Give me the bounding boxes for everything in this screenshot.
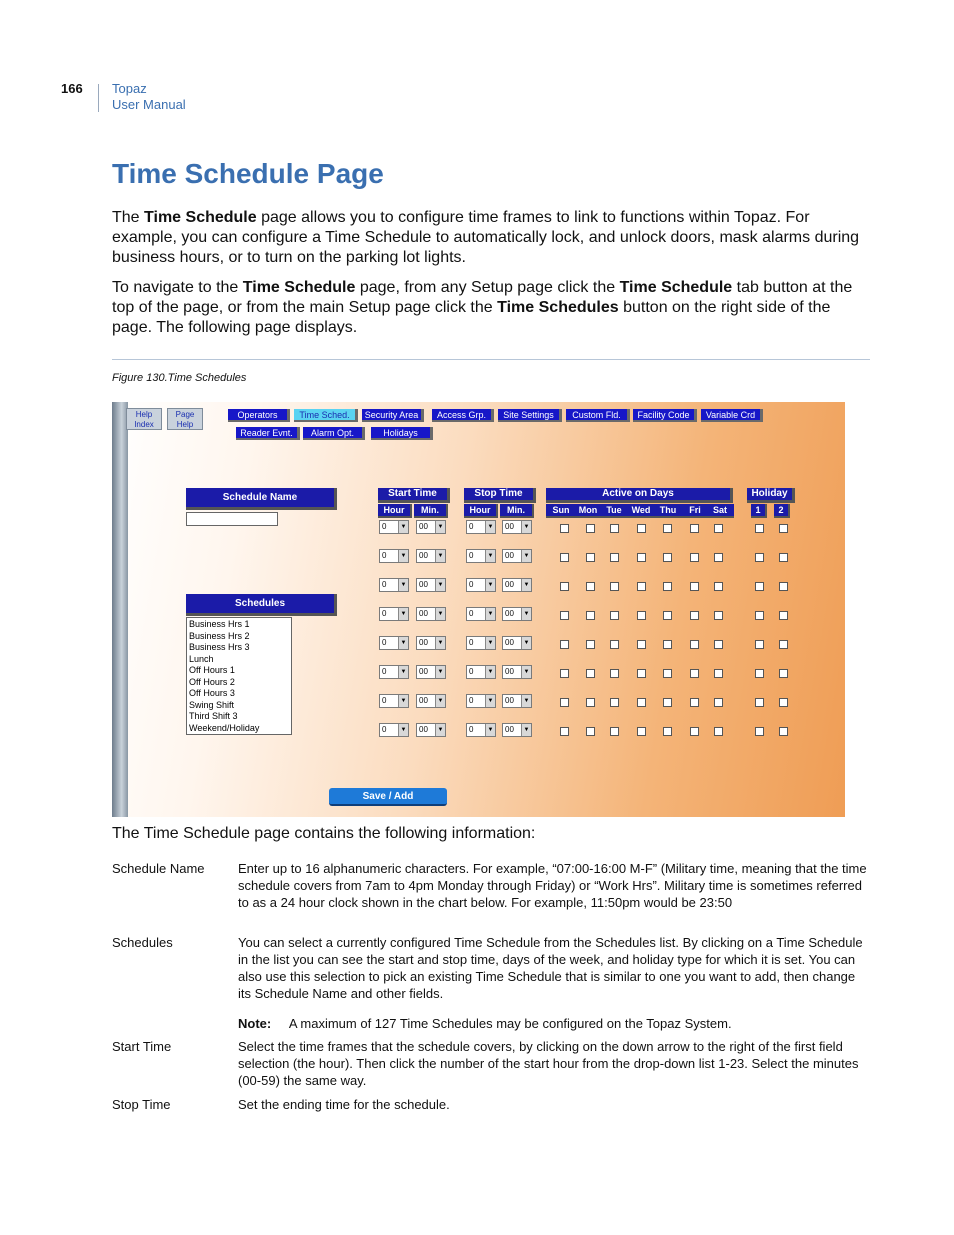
stop-hour-select[interactable]: 0 ▼ — [466, 520, 496, 534]
save-add-button[interactable]: Save / Add — [329, 788, 447, 806]
list-item[interactable]: Business Hrs 3 — [189, 642, 250, 652]
start-min-select[interactable]: 00 ▼ — [416, 607, 446, 621]
chevron-down-icon[interactable]: ▼ — [398, 608, 408, 620]
header-divider — [98, 84, 99, 112]
list-item[interactable]: Weekend/Holiday — [189, 722, 260, 733]
chevron-down-icon[interactable]: ▼ — [398, 579, 408, 591]
list-item[interactable]: Business Hrs 1 — [189, 619, 250, 629]
chevron-down-icon[interactable]: ▼ — [398, 724, 408, 736]
chevron-down-icon[interactable]: ▼ — [398, 521, 408, 533]
day-checkbox-fri[interactable] — [690, 669, 699, 678]
page-title: Time Schedule Page — [112, 158, 384, 189]
day-checkbox-fri[interactable] — [690, 727, 699, 736]
holiday-checkbox-2[interactable] — [779, 669, 788, 678]
product-name: Topaz — [112, 81, 147, 96]
stop-min-select[interactable]: 00 ▼ — [502, 636, 532, 650]
stop-min-select[interactable]: 00 ▼ — [502, 665, 532, 679]
day-checkbox-sat[interactable] — [714, 582, 723, 591]
tab-reader-evnt-[interactable]: Reader Evnt. — [236, 427, 300, 440]
day-checkbox-thu[interactable] — [663, 640, 672, 649]
stop-hour-select[interactable]: 0 ▼ — [466, 665, 496, 679]
holiday-checkbox-1[interactable] — [755, 553, 764, 562]
start-hour-select[interactable]: 0 ▼ — [379, 723, 409, 737]
stop-time-header: Stop Time — [464, 488, 536, 503]
day-checkbox-tue[interactable] — [610, 582, 619, 591]
page-number: 166 — [61, 81, 83, 96]
start-hour-select[interactable]: 0 ▼ — [379, 520, 409, 534]
holiday-checkbox-1[interactable] — [755, 611, 764, 620]
day-checkbox-sun[interactable] — [560, 611, 569, 620]
day-header-sat: Sat — [706, 504, 734, 518]
day-checkbox-sun[interactable] — [560, 669, 569, 678]
day-checkbox-mon[interactable] — [586, 727, 595, 736]
day-checkbox-mon[interactable] — [586, 524, 595, 533]
day-checkbox-tue[interactable] — [610, 640, 619, 649]
day-checkbox-thu[interactable] — [663, 698, 672, 707]
day-checkbox-wed[interactable] — [637, 611, 646, 620]
day-checkbox-sat[interactable] — [714, 727, 723, 736]
chevron-down-icon[interactable]: ▼ — [435, 608, 445, 620]
chevron-down-icon[interactable]: ▼ — [485, 608, 495, 620]
intro-paragraph-1: The Time Schedule page allows you to configure time frames to link to functions within Topaz. For example, you can configure a Time Schedule to automatically lock, and unlock doors, mask alarms during business hours, or to turn on the parking lot lights. — [112, 209, 860, 266]
day-checkbox-sat[interactable] — [714, 553, 723, 562]
stop-min-select[interactable]: 00 ▼ — [502, 607, 532, 621]
start-min-select[interactable]: 00 ▼ — [416, 665, 446, 679]
active-days-header: Active on Days — [546, 488, 733, 503]
holiday-checkbox-2[interactable] — [779, 727, 788, 736]
tab-alarm-opt-[interactable]: Alarm Opt. — [303, 427, 365, 440]
day-checkbox-fri[interactable] — [690, 553, 699, 562]
list-item[interactable]: Business Hrs 2 — [189, 630, 250, 641]
start-hour-select[interactable]: 0 ▼ — [379, 694, 409, 708]
start-min-header: Min. — [414, 504, 448, 518]
day-checkbox-thu[interactable] — [663, 727, 672, 736]
schedule-name-header: Schedule Name — [186, 488, 337, 510]
chevron-down-icon[interactable]: ▼ — [435, 695, 445, 707]
tab-holidays[interactable]: Holidays — [371, 427, 433, 440]
day-checkbox-thu[interactable] — [663, 524, 672, 533]
holiday-checkbox-1[interactable] — [755, 524, 764, 533]
day-checkbox-wed[interactable] — [637, 524, 646, 533]
day-checkbox-tue[interactable] — [610, 611, 619, 620]
chevron-down-icon[interactable]: ▼ — [435, 724, 445, 736]
holiday-checkbox-1[interactable] — [755, 582, 764, 591]
list-item[interactable]: Off Hours 1 — [189, 665, 235, 675]
start-hour-select[interactable]: 0 ▼ — [379, 578, 409, 592]
help-index-button[interactable]: Help Index — [126, 408, 162, 430]
day-checkbox-mon[interactable] — [586, 553, 595, 562]
day-checkbox-thu[interactable] — [663, 669, 672, 678]
chevron-down-icon[interactable]: ▼ — [435, 521, 445, 533]
list-item[interactable]: Swing Shift — [189, 699, 235, 710]
day-header-sun: Sun — [546, 504, 576, 518]
day-checkbox-sun[interactable] — [560, 524, 569, 533]
day-header-mon: Mon — [574, 504, 602, 518]
start-min-select[interactable]: 00 ▼ — [416, 636, 446, 650]
schedule-name-input[interactable] — [186, 512, 278, 526]
figure-caption: Figure 130.Time Schedules — [112, 372, 247, 384]
day-checkbox-sat[interactable] — [714, 698, 723, 707]
chevron-down-icon[interactable]: ▼ — [398, 695, 408, 707]
day-checkbox-wed[interactable] — [637, 669, 646, 678]
intro-paragraph-2: To navigate to the Time Schedule page, from any Setup page click the Time Schedule tab button at the top of the page, or from the main Setup page click the Time Schedules button on the right side of the page. The following page displays. — [112, 279, 853, 336]
chevron-down-icon[interactable]: ▼ — [485, 550, 495, 562]
start-min-select[interactable]: 00 ▼ — [416, 723, 446, 737]
holiday-checkbox-2[interactable] — [779, 553, 788, 562]
day-checkbox-sat[interactable] — [714, 611, 723, 620]
running-header — [112, 81, 186, 113]
day-checkbox-fri[interactable] — [690, 582, 699, 591]
day-header-fri: Fri — [681, 504, 709, 518]
day-checkbox-wed[interactable] — [637, 582, 646, 591]
chevron-down-icon[interactable]: ▼ — [485, 666, 495, 678]
day-checkbox-wed[interactable] — [637, 640, 646, 649]
start-hour-select[interactable]: 0 ▼ — [379, 636, 409, 650]
tab-site-settings[interactable]: Site Settings — [498, 409, 562, 422]
chevron-down-icon[interactable]: ▼ — [398, 550, 408, 562]
start-min-select[interactable]: 00 ▼ — [416, 520, 446, 534]
chevron-down-icon[interactable]: ▼ — [521, 724, 531, 736]
day-header-tue: Tue — [600, 504, 628, 518]
holiday-checkbox-2[interactable] — [779, 611, 788, 620]
day-checkbox-tue[interactable] — [610, 669, 619, 678]
chevron-down-icon[interactable]: ▼ — [521, 608, 531, 620]
day-checkbox-wed[interactable] — [637, 553, 646, 562]
chevron-down-icon[interactable]: ▼ — [485, 724, 495, 736]
day-checkbox-mon[interactable] — [586, 640, 595, 649]
chevron-down-icon[interactable]: ▼ — [435, 637, 445, 649]
tab-operators[interactable]: Operators — [228, 409, 290, 422]
start-time-header: Start Time — [378, 488, 450, 503]
chevron-down-icon[interactable]: ▼ — [521, 579, 531, 591]
stop-min-select[interactable]: 00 ▼ — [502, 694, 532, 708]
holiday-header: Holiday — [747, 488, 795, 503]
holiday-checkbox-1[interactable] — [755, 640, 764, 649]
day-checkbox-mon[interactable] — [586, 669, 595, 678]
day-checkbox-sat[interactable] — [714, 669, 723, 678]
day-checkbox-thu[interactable] — [663, 582, 672, 591]
figure-rule — [112, 359, 870, 360]
day-checkbox-sun[interactable] — [560, 640, 569, 649]
tab-facility-code[interactable]: Facility Code — [633, 409, 697, 422]
stop-min-select[interactable]: 00 ▼ — [502, 723, 532, 737]
day-checkbox-tue[interactable] — [610, 698, 619, 707]
day-checkbox-thu[interactable] — [663, 611, 672, 620]
schedules-header: Schedules — [186, 594, 337, 616]
holiday-col-2: 2 — [774, 504, 790, 518]
chevron-down-icon[interactable]: ▼ — [485, 579, 495, 591]
stop-hour-header: Hour — [464, 504, 498, 518]
chevron-down-icon[interactable]: ▼ — [398, 666, 408, 678]
holiday-checkbox-1[interactable] — [755, 698, 764, 707]
list-item[interactable]: Third Shift 3 — [189, 711, 238, 721]
stop-hour-select[interactable]: 0 ▼ — [466, 578, 496, 592]
day-checkbox-sat[interactable] — [714, 524, 723, 533]
start-min-select[interactable]: 00 ▼ — [416, 549, 446, 563]
start-hour-select[interactable]: 0 ▼ — [379, 665, 409, 679]
document-name: User Manual — [112, 97, 186, 112]
day-checkbox-sun[interactable] — [560, 698, 569, 707]
day-checkbox-wed[interactable] — [637, 698, 646, 707]
stop-hour-select[interactable]: 0 ▼ — [466, 607, 496, 621]
stop-min-select[interactable]: 00 ▼ — [502, 578, 532, 592]
day-header-wed: Wed — [627, 504, 655, 518]
chevron-down-icon[interactable]: ▼ — [521, 637, 531, 649]
stop-min-select[interactable]: 00 ▼ — [502, 549, 532, 563]
holiday-checkbox-1[interactable] — [755, 727, 764, 736]
day-header-thu: Thu — [654, 504, 682, 518]
note-label: Note: — [238, 1016, 272, 1031]
stop-hour-select[interactable]: 0 ▼ — [466, 694, 496, 708]
chevron-down-icon[interactable]: ▼ — [435, 550, 445, 562]
holiday-col-1: 1 — [751, 504, 767, 518]
stop-min-select[interactable]: 00 ▼ — [502, 520, 532, 534]
day-checkbox-thu[interactable] — [663, 553, 672, 562]
tab-time-sched-[interactable]: Time Sched. — [294, 409, 358, 422]
stop-hour-select[interactable]: 0 ▼ — [466, 549, 496, 563]
chevron-down-icon[interactable]: ▼ — [485, 695, 495, 707]
list-item[interactable]: Lunch — [189, 653, 214, 664]
tab-access-grp-[interactable]: Access Grp. — [432, 409, 494, 422]
start-min-select[interactable]: 00 ▼ — [416, 578, 446, 592]
chevron-down-icon[interactable]: ▼ — [398, 637, 408, 649]
start-min-select[interactable]: 00 ▼ — [416, 694, 446, 708]
chevron-down-icon[interactable]: ▼ — [521, 666, 531, 678]
contains-text: The Time Schedule page contains the following information: — [112, 825, 536, 842]
list-item[interactable]: Off Hours 3 — [189, 688, 235, 698]
holiday-checkbox-2[interactable] — [779, 582, 788, 591]
day-checkbox-fri[interactable] — [690, 640, 699, 649]
chevron-down-icon[interactable]: ▼ — [521, 521, 531, 533]
day-checkbox-mon[interactable] — [586, 611, 595, 620]
stop-min-header: Min. — [500, 504, 534, 518]
time-schedule-screenshot — [112, 402, 845, 817]
chevron-down-icon[interactable]: ▼ — [435, 666, 445, 678]
day-checkbox-sun[interactable] — [560, 553, 569, 562]
chevron-down-icon[interactable]: ▼ — [435, 579, 445, 591]
day-checkbox-tue[interactable] — [610, 727, 619, 736]
day-checkbox-mon[interactable] — [586, 698, 595, 707]
day-checkbox-fri[interactable] — [690, 611, 699, 620]
holiday-checkbox-2[interactable] — [779, 698, 788, 707]
start-hour-header: Hour — [378, 504, 412, 518]
start-hour-select[interactable]: 0 ▼ — [379, 549, 409, 563]
chevron-down-icon[interactable]: ▼ — [485, 521, 495, 533]
day-checkbox-sat[interactable] — [714, 640, 723, 649]
side-panel — [112, 402, 128, 817]
holiday-checkbox-2[interactable] — [779, 524, 788, 533]
day-checkbox-mon[interactable] — [586, 582, 595, 591]
day-checkbox-tue[interactable] — [610, 524, 619, 533]
stop-hour-select[interactable]: 0 ▼ — [466, 636, 496, 650]
day-checkbox-sun[interactable] — [560, 582, 569, 591]
tab-security-area[interactable]: Security Area — [362, 409, 424, 422]
chevron-down-icon[interactable]: ▼ — [485, 637, 495, 649]
list-item[interactable]: Off Hours 2 — [189, 676, 235, 687]
day-checkbox-sun[interactable] — [560, 727, 569, 736]
chevron-down-icon[interactable]: ▼ — [521, 550, 531, 562]
day-checkbox-fri[interactable] — [690, 524, 699, 533]
chevron-down-icon[interactable]: ▼ — [521, 695, 531, 707]
stop-hour-select[interactable]: 0 ▼ — [466, 723, 496, 737]
note-text: A maximum of 127 Time Schedules may be configured on the Topaz System. — [288, 1016, 732, 1031]
day-checkbox-fri[interactable] — [690, 698, 699, 707]
day-checkbox-wed[interactable] — [637, 727, 646, 736]
tab-custom-fld-[interactable]: Custom Fld. — [566, 409, 630, 422]
holiday-checkbox-2[interactable] — [779, 640, 788, 649]
tab-variable-crd[interactable]: Variable Crd — [701, 409, 763, 422]
holiday-checkbox-1[interactable] — [755, 669, 764, 678]
day-checkbox-tue[interactable] — [610, 553, 619, 562]
page-help-button[interactable]: Page Help — [167, 408, 203, 430]
start-hour-select[interactable]: 0 ▼ — [379, 607, 409, 621]
schedules-list[interactable] — [186, 617, 292, 735]
